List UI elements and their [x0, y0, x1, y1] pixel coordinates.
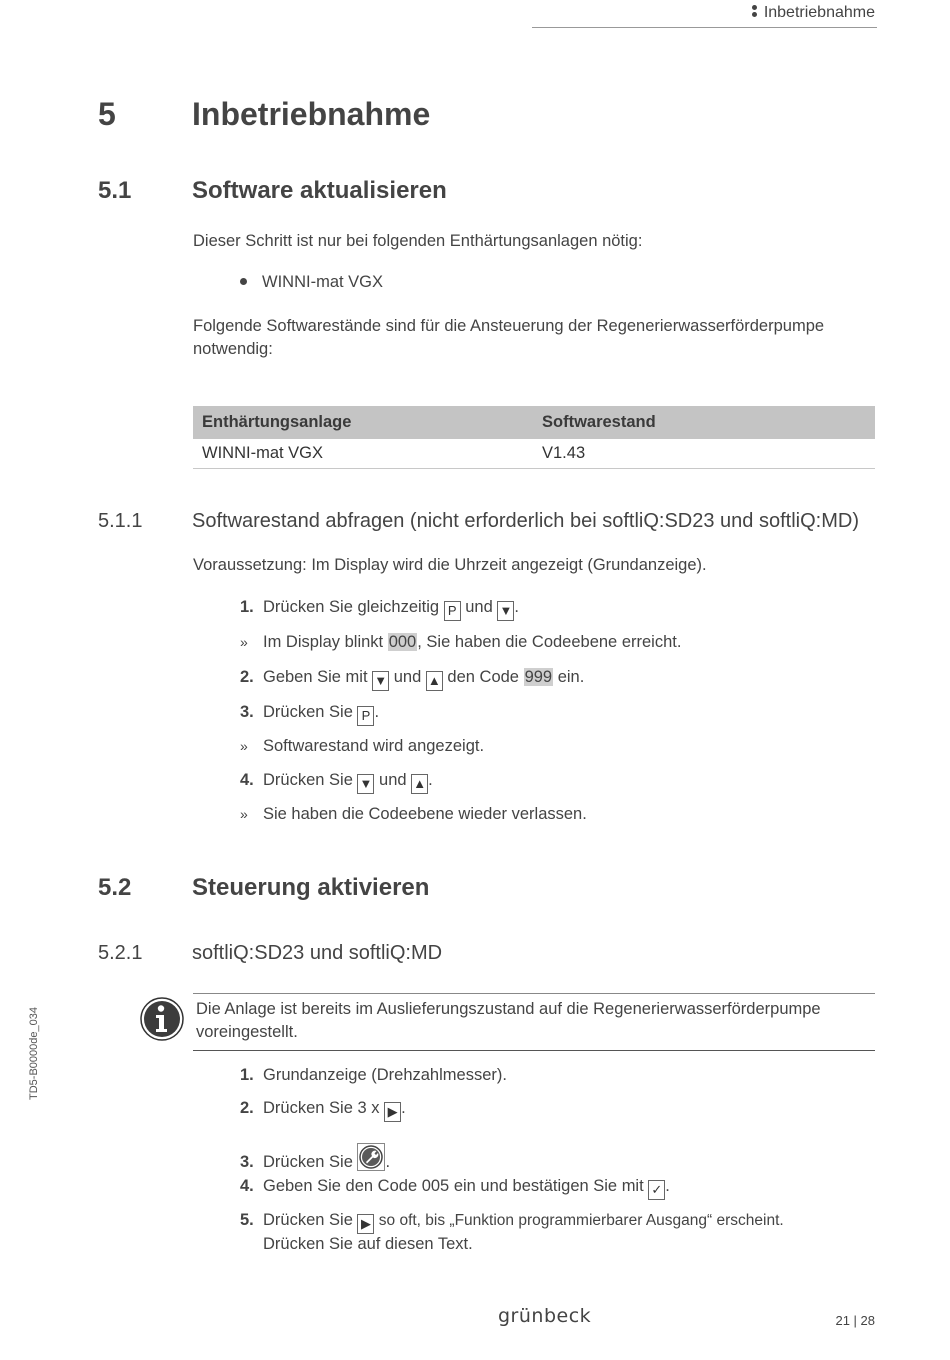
step-3: 3. Drücken Sie .: [240, 1143, 390, 1172]
section-number: 5.2: [98, 874, 132, 901]
table-cell: WINNI-mat VGX: [193, 439, 533, 469]
running-header: [752, 4, 875, 22]
section-number: 5.1: [98, 177, 132, 204]
display-code: 999: [524, 668, 553, 686]
step-2: 2. Drücken Sie 3 x ▶ .: [240, 1099, 406, 1122]
step-4: 4. Geben Sie den Code 005 ein und bestätigen Sie mit ✓ .: [240, 1177, 670, 1200]
software-table: [193, 406, 875, 469]
subsection-title: Softwarestand abfragen (nicht erforderlich bei softliQ:SD23 und softliQ:MD): [192, 510, 859, 532]
down-arrow-key-icon: ▼: [357, 774, 374, 794]
up-arrow-key-icon: ▲: [411, 774, 428, 794]
table-cell: V1.43: [533, 439, 875, 469]
table-row: [193, 439, 875, 469]
colon-marker-icon: [752, 3, 758, 19]
info-box-top-rule: [193, 993, 875, 994]
right-arrow-key-icon: ▶: [357, 1214, 374, 1234]
table-header-cell: Enthärtungsanlage: [193, 406, 533, 439]
step-4: 4. Drücken Sie ▼ und ▲ .: [240, 771, 433, 794]
result-1: » Im Display blinkt 000, Sie haben die Codeebene erreicht.: [240, 633, 682, 651]
step-2: 2. Geben Sie mit ▼ und ▲ den Code 999 ein.: [240, 668, 584, 691]
intro-text: Dieser Schritt ist nur bei folgenden Enthärtungsanlagen nötig:: [193, 232, 643, 250]
step-1: 1. Drücken Sie gleichzeitig P und ▼ .: [240, 598, 519, 621]
step-5-continuation: Drücken Sie auf diesen Text.: [263, 1235, 473, 1253]
down-arrow-key-icon: ▼: [372, 671, 389, 691]
table-header-cell: Softwarestand: [533, 406, 875, 439]
display-code: 000: [388, 633, 417, 651]
subsection-number: 5.1.1: [98, 510, 143, 532]
running-header-title: Inbetriebnahme: [763, 4, 875, 21]
bullet-icon: [240, 278, 247, 285]
subsection-number: 5.2.1: [98, 942, 143, 964]
p-key-icon: P: [444, 601, 461, 621]
document-code: TD5-B0000de_034: [28, 1007, 40, 1100]
chapter-number: 5: [98, 96, 116, 132]
p-key-icon: P: [357, 706, 374, 726]
chapter-title: Inbetriebnahme: [192, 96, 431, 132]
info-text: Die Anlage ist bereits im Auslieferungszustand auf die Regenerierwasserförderpumpe voreingestellt.: [196, 1000, 821, 1041]
step-3: 3. Drücken Sie P .: [240, 703, 379, 726]
body-text: Folgende Softwarestände sind für die Ansteuerung der Regenerierwasserförderpumpe notwendig:: [193, 317, 825, 358]
info-box-bottom-rule: [193, 1050, 875, 1051]
up-arrow-key-icon: ▲: [426, 671, 443, 691]
list-item-label: WINNI-mat VGX: [262, 273, 384, 291]
table-header-row: [193, 406, 875, 439]
result-3: » Sie haben die Codeebene wieder verlassen.: [240, 805, 587, 823]
wrench-icon: [357, 1143, 385, 1171]
section-title: Software aktualisieren: [192, 177, 447, 204]
brand-logo: grünbeck: [498, 1305, 592, 1327]
page-number: 21 | 28: [835, 1313, 875, 1328]
check-key-icon: ✓: [648, 1180, 665, 1200]
precondition-text: Voraussetzung: Im Display wird die Uhrzeit angezeigt (Grundanzeige).: [193, 556, 707, 574]
subsection-title: softliQ:SD23 und softliQ:MD: [192, 942, 443, 964]
step-5: 5. Drücken Sie ▶ so oft, bis „Funktion programmierbarer Ausgang“ erscheint.: [240, 1211, 784, 1234]
down-arrow-key-icon: ▼: [497, 601, 514, 621]
info-icon: [140, 997, 184, 1041]
step-1: 1. Grundanzeige (Drehzahlmesser).: [240, 1066, 507, 1084]
header-rule: [532, 27, 877, 28]
section-title: Steuerung aktivieren: [192, 874, 430, 901]
right-arrow-key-icon: ▶: [384, 1102, 401, 1122]
result-2: » Softwarestand wird angezeigt.: [240, 737, 485, 755]
list-item: [240, 273, 383, 292]
